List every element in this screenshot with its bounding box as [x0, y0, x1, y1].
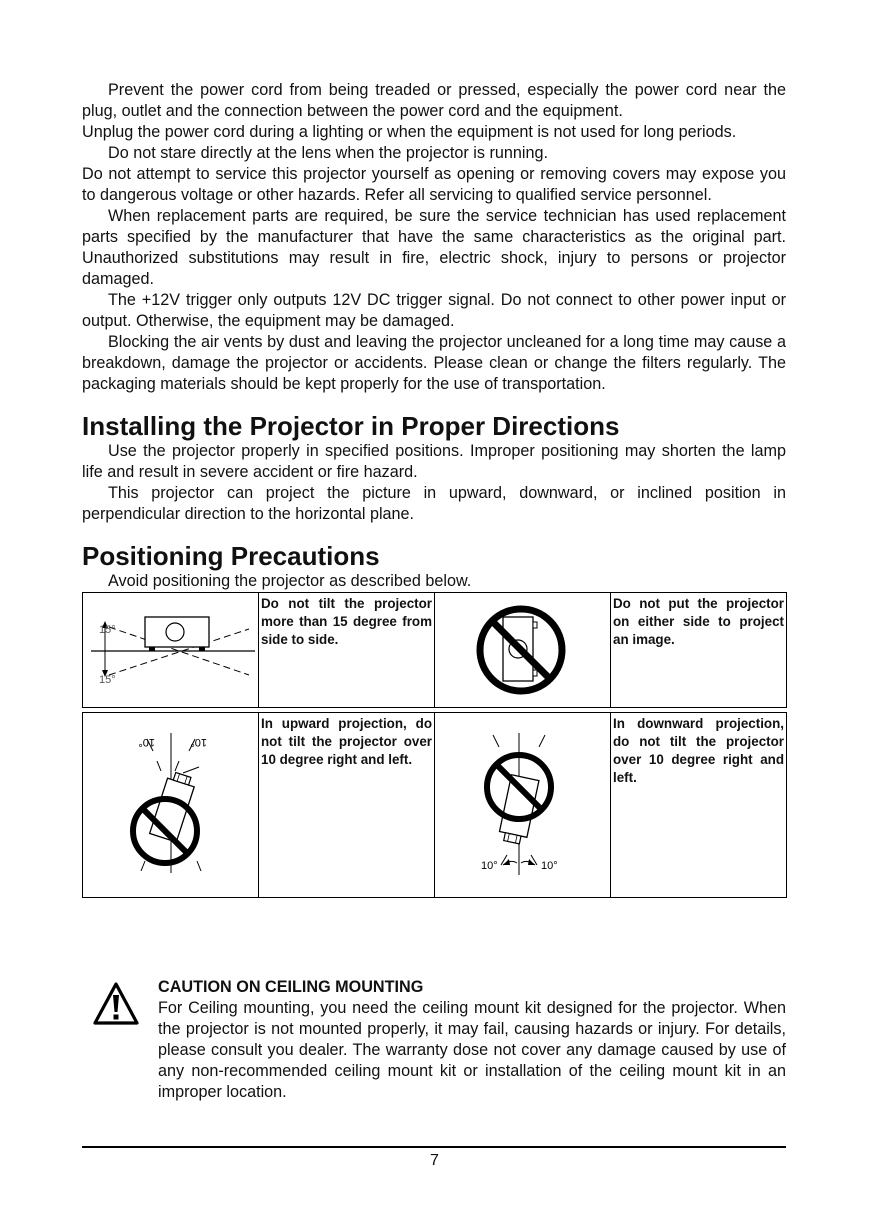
- footer-divider: [82, 1146, 786, 1148]
- paragraph-position-intro: Avoid positioning the projector as described below.: [108, 572, 472, 590]
- paragraph-power-cord: Prevent the power cord from being treaded or pressed, especially the power cord near the plug, outlet and the connection between the power cord and the equipment.: [82, 81, 786, 120]
- tilt-side-caption: Do not tilt the projector more than 15 degree from side to side.: [259, 593, 435, 708]
- heading-installing: Installing the Projector in Proper Directions: [82, 411, 620, 441]
- paragraph-install-2: This projector can project the picture in upward, downward, or inclined position in perpendicular direction to the horizontal plane.: [82, 484, 786, 523]
- paragraph-lens: Do not stare directly at the lens when the projector is running.: [108, 144, 548, 162]
- precautions-row-2: [83, 713, 787, 898]
- tilt-side-illustration: [83, 593, 259, 708]
- paragraph-unplug: Unplug the power cord during a lighting or when the equipment is not used for long periods.: [82, 123, 737, 141]
- caution-body: For Ceiling mounting, you need the ceiling mount kit designed for the projector. When the projector is not mounted properly, it may fail, causing hazards or injury. For details, please consult you dealer. The warranty dose not cover any damage caused by use of any non-recommended ceiling mount kit or installation of the ceiling mount kit in an improper location.: [158, 999, 786, 1101]
- paragraph-air-vents: Blocking the air vents by dust and leaving the projector uncleaned for a long time may cause a breakdown, damage the projector or accidents. Please clean or change the filters regularly. The packaging materials should be kept properly for the use of transportation.: [82, 333, 786, 393]
- upward-caption: In upward projection, do not tilt the projector over 10 degree right and left.: [259, 713, 435, 898]
- precautions-table: [82, 592, 787, 898]
- downward-tilt-icon: [435, 713, 611, 897]
- no-side-projection-icon: [435, 593, 611, 707]
- downward-caption: In downward projection, do not tilt the projector over 10 degree right and left.: [611, 713, 787, 898]
- precautions-row-1: [83, 593, 787, 708]
- caution-block: [82, 977, 786, 1107]
- page-number: 7: [430, 1152, 439, 1169]
- upward-angle-left: 10°: [138, 736, 155, 748]
- on-side-illustration: [435, 593, 611, 708]
- heading-positioning: Positioning Precautions: [82, 541, 380, 571]
- downward-illustration: [435, 713, 611, 898]
- tilt-side-icon: [83, 593, 259, 707]
- page-content: [82, 80, 786, 898]
- paragraph-trigger: The +12V trigger only outputs 12V DC trigger signal. Do not connect to other power input or output. Otherwise, the equipment may be damaged.: [82, 291, 786, 330]
- downward-angle-left: 10°: [481, 860, 498, 872]
- upward-illustration: [83, 713, 259, 898]
- caution-title: CAUTION ON CEILING MOUNTING: [158, 978, 424, 996]
- paragraph-service: Do not attempt to service this projector yourself as opening or removing covers may expose you to dangerous voltage or other hazards. Refer all servicing to qualified service personnel.: [82, 165, 786, 204]
- angle-label-bottom: 15°: [99, 674, 116, 686]
- upward-tilt-icon: [83, 713, 259, 897]
- downward-angle-right: 10°: [541, 860, 558, 872]
- paragraph-install-1: Use the projector properly in specified positions. Improper positioning may shorten the lamp life and result in severe accident or fire hazard.: [82, 442, 786, 481]
- angle-label-top: 15°: [99, 624, 116, 636]
- on-side-caption: Do not put the projector on either side to project an image.: [611, 593, 787, 708]
- warning-triangle-icon: [92, 981, 140, 1027]
- paragraph-replacement-parts: When replacement parts are required, be sure the service technician has used replacement parts specified by the manufacturer that have the same characteristics as the original part. Unauthorized substitutions may result in fire, electric shock, injury to persons or projector damaged.: [82, 207, 786, 288]
- upward-angle-right: 10°: [190, 736, 207, 748]
